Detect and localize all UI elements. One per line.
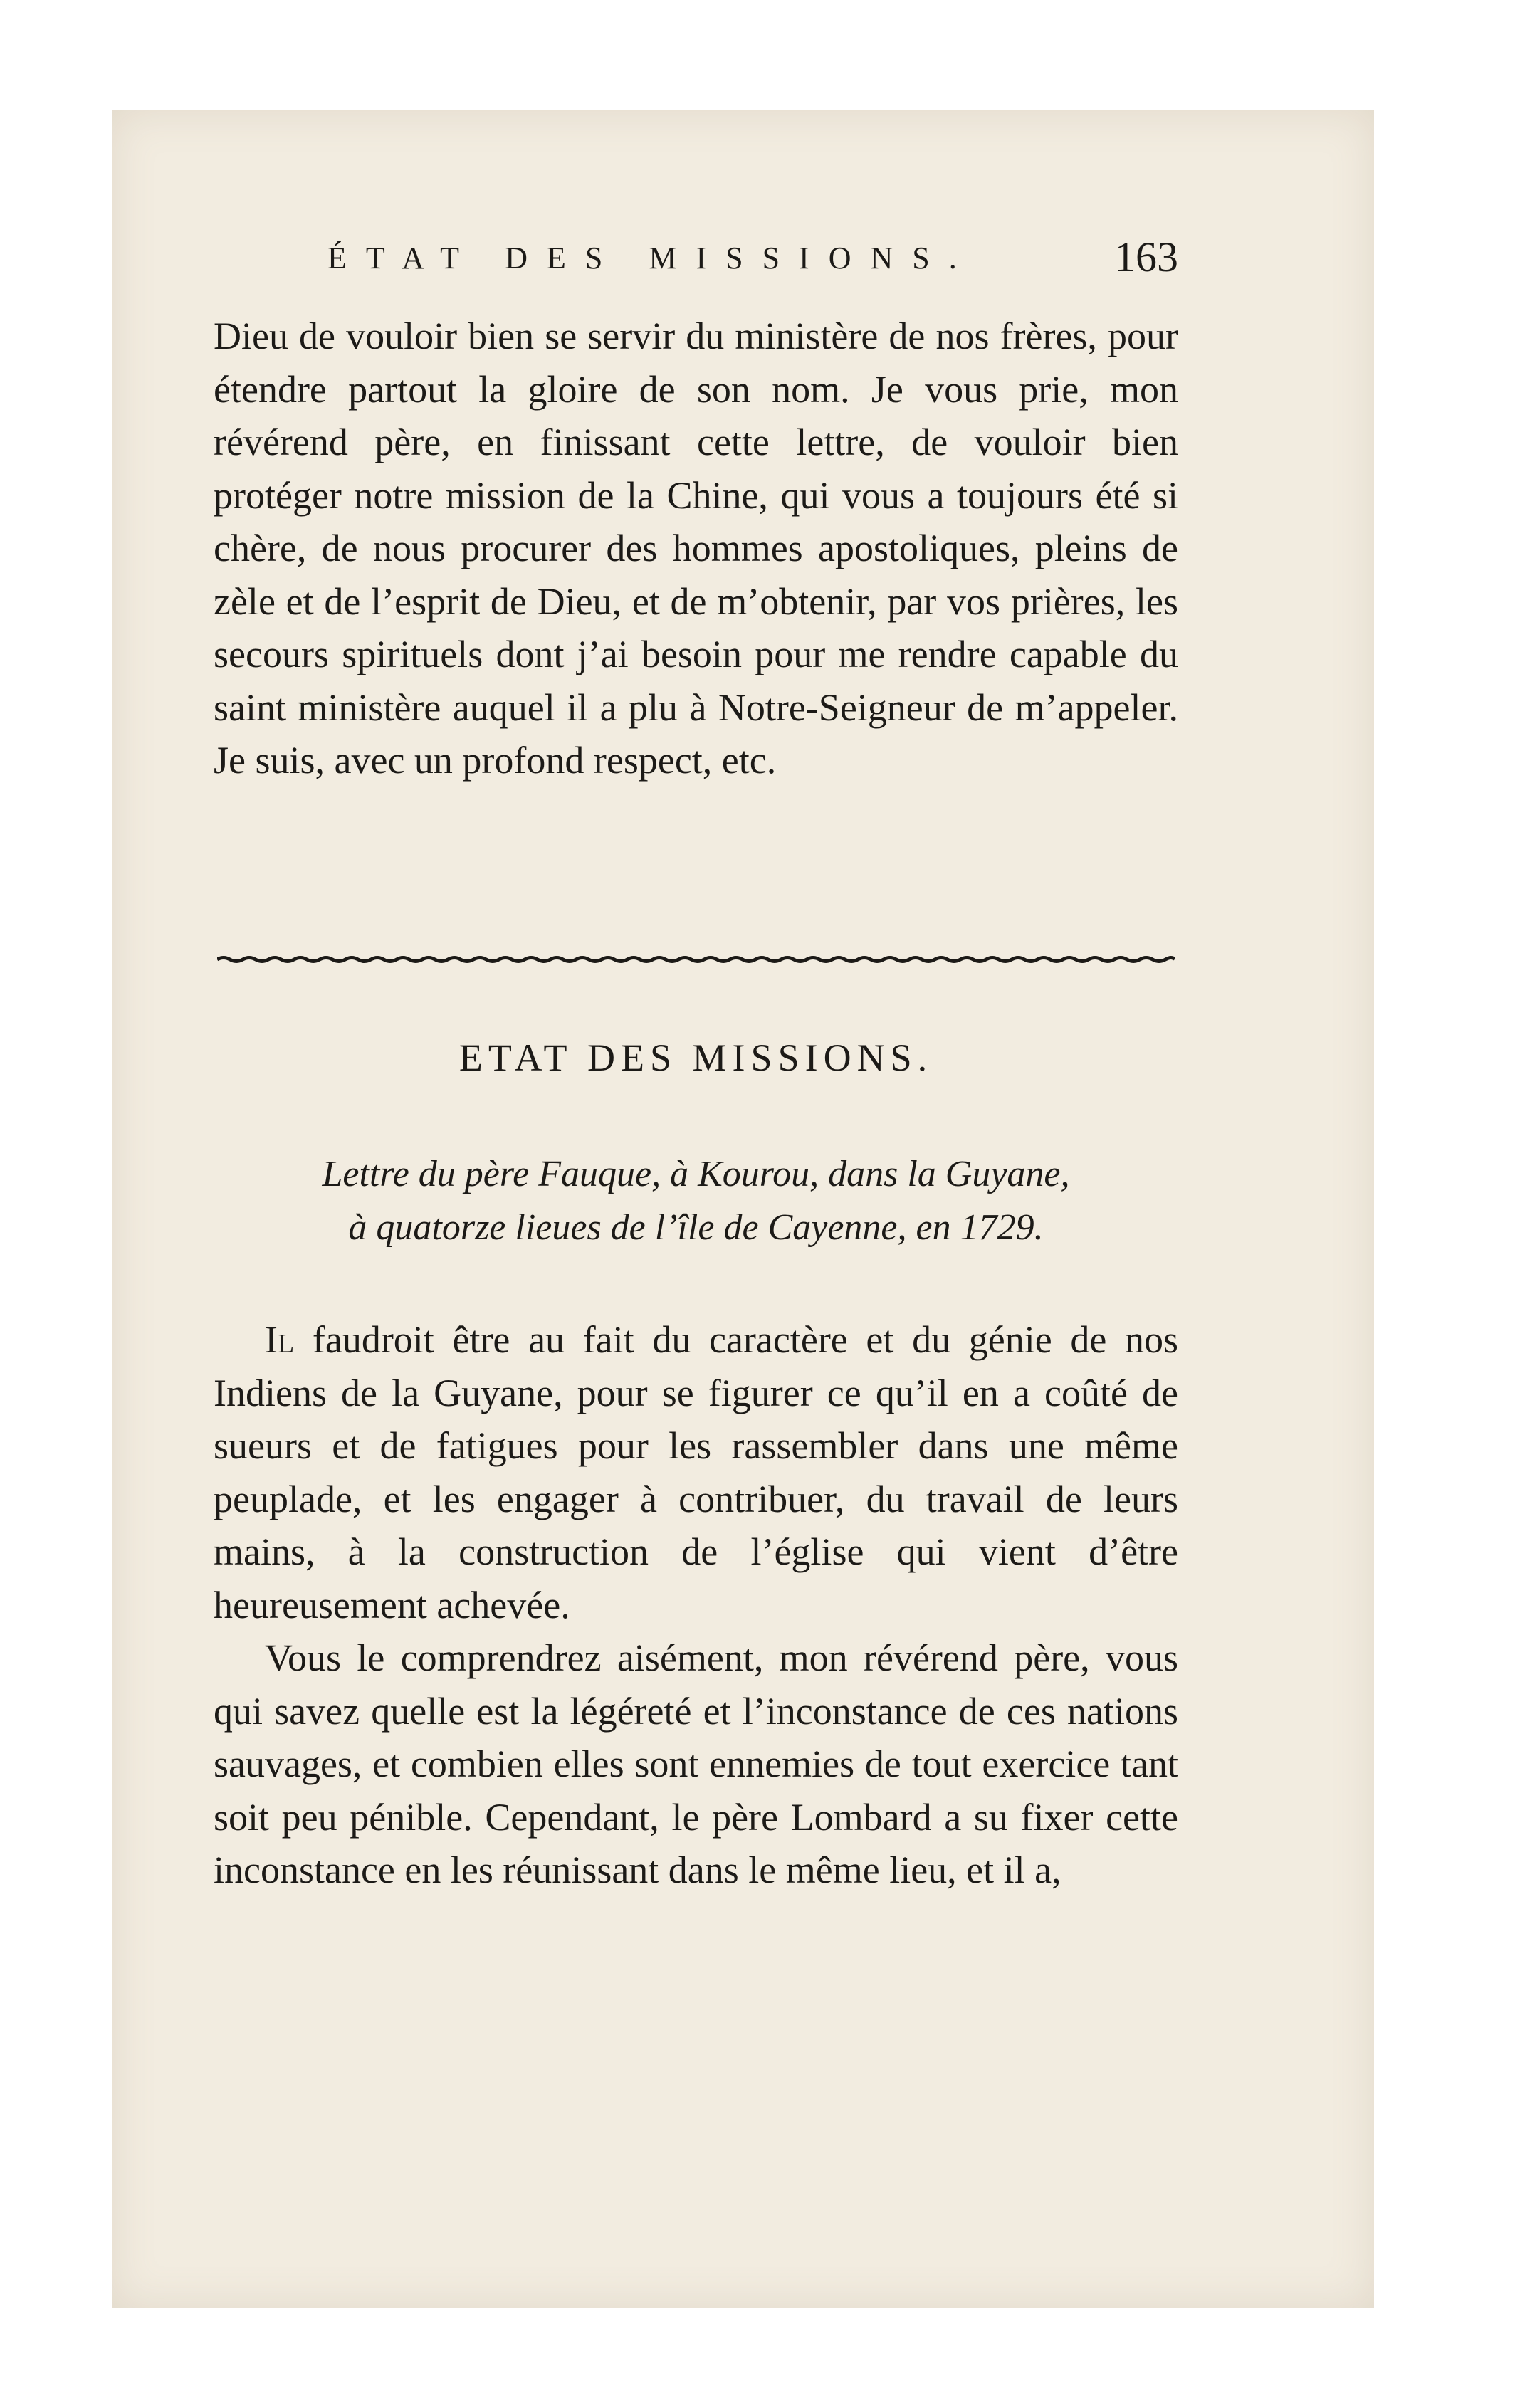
- letter-subtitle-line-2: à quatorze lieues de l’île de Cayenne, en 1729.: [348, 1207, 1044, 1248]
- running-head: [214, 233, 1178, 283]
- page-number: 163: [1114, 233, 1178, 280]
- opening-word: Il: [265, 1318, 295, 1361]
- section-divider-rule: [217, 955, 1175, 964]
- letter-paragraph-1: [214, 1313, 1178, 1631]
- previous-letter-ending: [214, 310, 1178, 787]
- section-title: ETAT DES MISSIONS.: [458, 1036, 933, 1079]
- letter-body: [214, 1313, 1178, 1897]
- running-title: ÉTAT DES MISSIONS.: [327, 241, 976, 275]
- letter-paragraph-2: Vous le comprendrez aisément, mon révérend père, vous qui savez quelle est la légéreté et l’inconstance de ces nations sauvages, et combien elles sont ennemies de tout exercice tant soit peu pénible. Cependant, le père Lombard a su fixer cette inconstance en les réunissant dans le même lieu, et il a,: [214, 1636, 1178, 1891]
- letter-subtitle-line-1: Lettre du père Fauque, à Kourou, dans la Guyane,: [322, 1154, 1070, 1194]
- letter-paragraph-1-text: faudroit être au fait du caractère et du génie de nos Indiens de la Guyane, pour se figurer ce qu’il en a coûté de sueurs et de fatigues pour les rassembler dans une même peuplade, et les engager à contribuer, du travail de leurs mains, à la construction de l’église qui vient d’être heureusement achevée.: [214, 1318, 1178, 1626]
- previous-letter-paragraph: Dieu de vouloir bien se servir du ministère de nos frères, pour étendre partout la gloire de son nom. Je vous prie, mon révérend père, en finissant cette lettre, de vouloir bien protéger notre mission de la Chine, qui vous a toujours été si chère, de nous procurer des hommes apostoliques, pleins de zèle et de l’esprit de Dieu, et de m’obtenir, par vos prières, les secours spirituels dont j’ai besoin pour me rendre capable du saint ministère auquel il a plu à Notre-Seigneur de m’appeler. Je suis, avec un profond respect, etc.: [214, 315, 1178, 782]
